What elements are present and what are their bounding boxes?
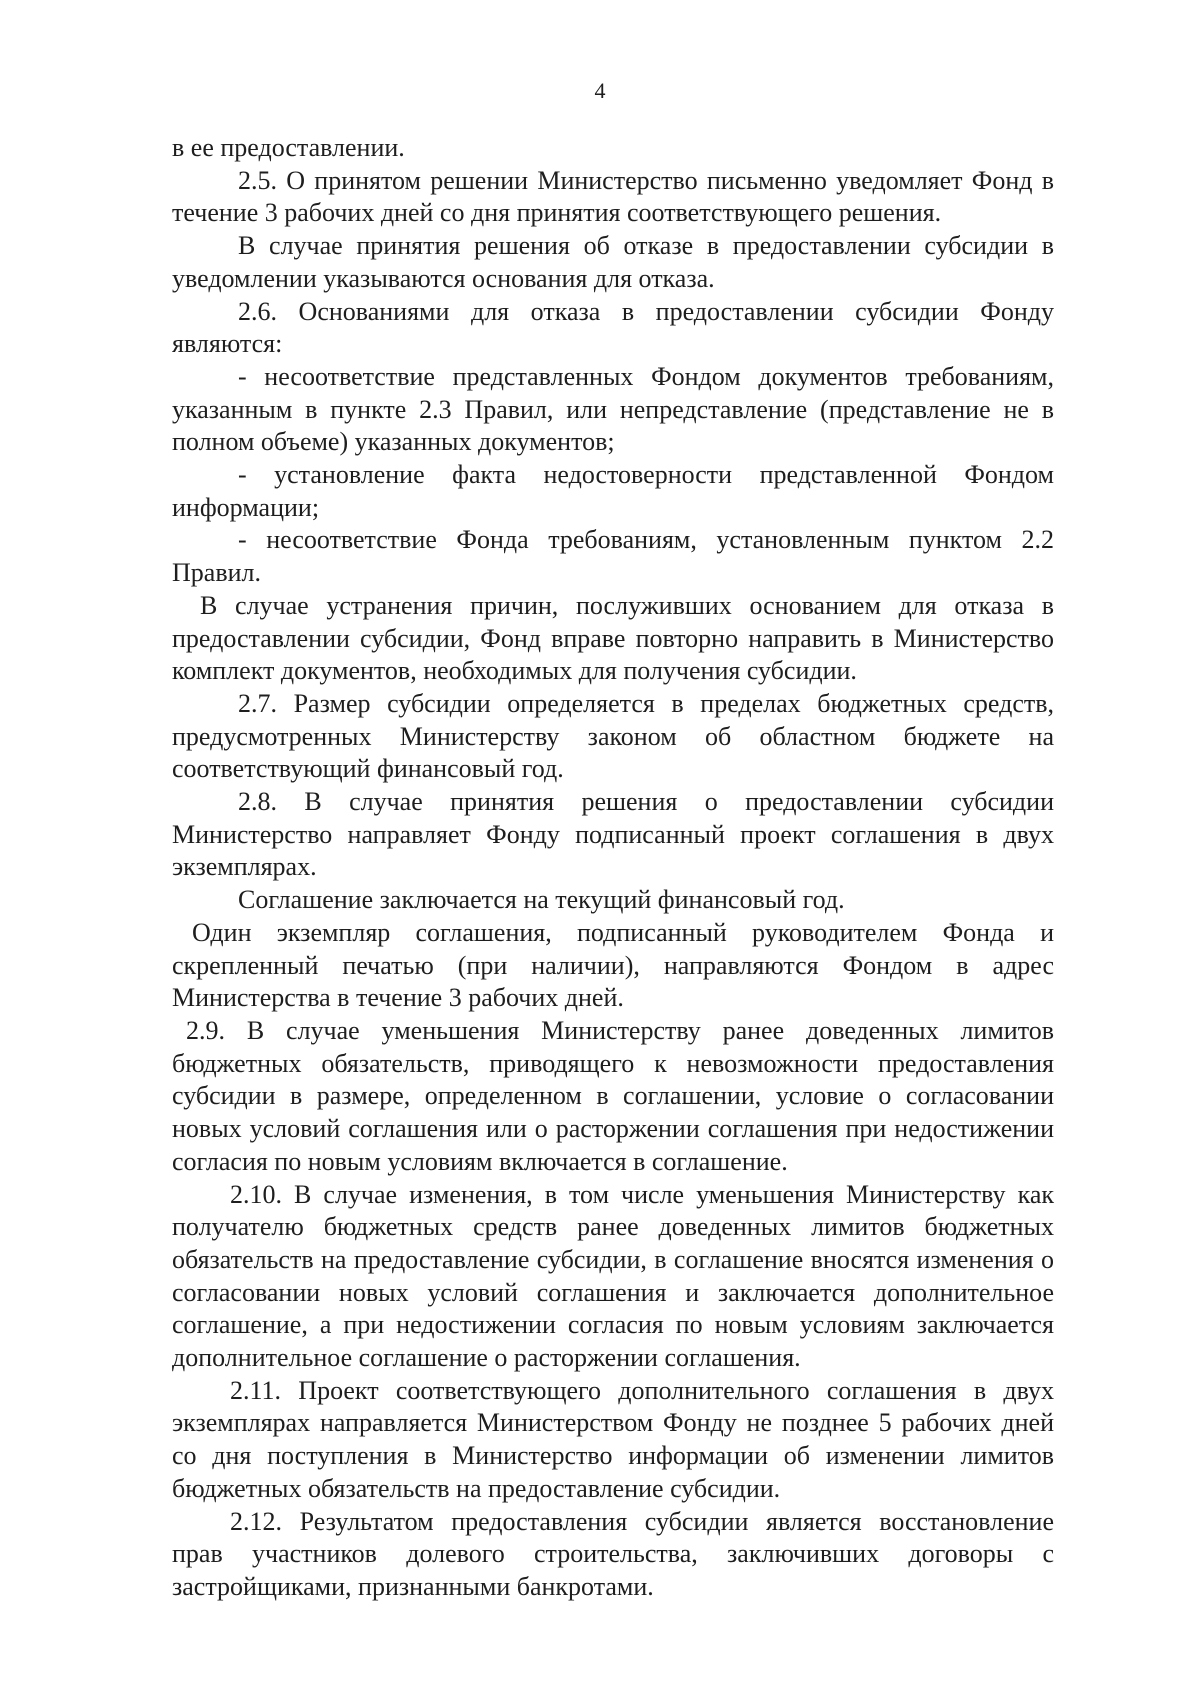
paragraph-2-11: 2.11. Проект соответствующего дополнительного соглашения в двух экземплярах направляется Министерством Фонду не позднее 5 рабочих дней со дня поступления в Министерство информации об изменении лимитов бюджетных обязательств на предоставление субсидии. — [172, 1375, 1054, 1503]
paragraph-resubmission: В случае устранения причин, послуживших основанием для отказа в предоставлении субсидии, Фонд вправе повторно направить в Министерство комплект документов, необходимых для получения субсидии. — [172, 590, 1054, 686]
list-item-unreliable-info: - установление факта недостоверности представленной Фондом информации; — [172, 460, 1054, 522]
paragraph-agreement-copy: Один экземпляр соглашения, подписанный руководителем Фонда и скрепленный печатью (при наличии), направляются Фондом в адрес Министерства в течение 3 рабочих дней. — [172, 917, 1054, 1013]
paragraph-2-7: 2.7. Размер субсидии определяется в пределах бюджетных средств, предусмотренных Министерству законом об областном бюджете на соответствующий финансовый год. — [172, 688, 1054, 784]
paragraph-agreement-year: Соглашение заключается на текущий финансовый год. — [238, 885, 845, 915]
paragraph-2-10: 2.10. В случае изменения, в том числе уменьшения Министерству как получателю бюджетных средств ранее доведенных лимитов бюджетных обязательств на предоставление субсидии, в соглашение вносятся изменения о согласовании новых условий соглашения и заключается дополнительное соглашение, а при недостижении согласия по новым условиям заключается дополнительное соглашение о расторжении соглашения. — [172, 1179, 1054, 1373]
list-item-requirements: - несоответствие Фонда требованиям, установленным пунктом 2.2 Правил. — [172, 525, 1054, 588]
paragraph-2-6: 2.6. Основаниями для отказа в предоставлении субсидии Фонду являются: — [172, 296, 1054, 359]
document-body — [172, 132, 1054, 1604]
list-item-documents: - несоответствие представленных Фондом документов требованиям, указанным в пункте 2.3 Правил, или непредставление (представление не в полном объеме) указанных документов; — [172, 361, 1054, 457]
paragraph-continuation: в ее предоставлении. — [172, 133, 405, 162]
paragraph-2-12: 2.12. Результатом предоставления субсидии является восстановление прав участников долевого строительства, заключивших договоры с застройщиками, признанными банкротами. — [172, 1506, 1054, 1601]
page-number: 4 — [594, 78, 606, 103]
paragraph-refusal-notice: В случае принятия решения об отказе в предоставлении субсидии в уведомлении указываются основания для отказа. — [172, 231, 1054, 293]
paragraph-2-5: 2.5. О принятом решении Министерство письменно уведомляет Фонд в течение 3 рабочих дней со дня принятия соответствующего решения. — [172, 165, 1054, 228]
paragraph-2-9: 2.9. В случае уменьшения Министерству ранее доведенных лимитов бюджетных обязательств, приводящего к невозможности предоставления субсидии в размере, определенном в соглашении, условие о согласовании новых условий соглашения или о расторжении соглашения при недостижении согласия по новым условиям включается в соглашение. — [172, 1015, 1054, 1176]
paragraph-2-8: 2.8. В случае принятия решения о предоставлении субсидии Министерство направляет Фонду подписанный проект соглашения в двух экземплярах. — [172, 787, 1054, 882]
